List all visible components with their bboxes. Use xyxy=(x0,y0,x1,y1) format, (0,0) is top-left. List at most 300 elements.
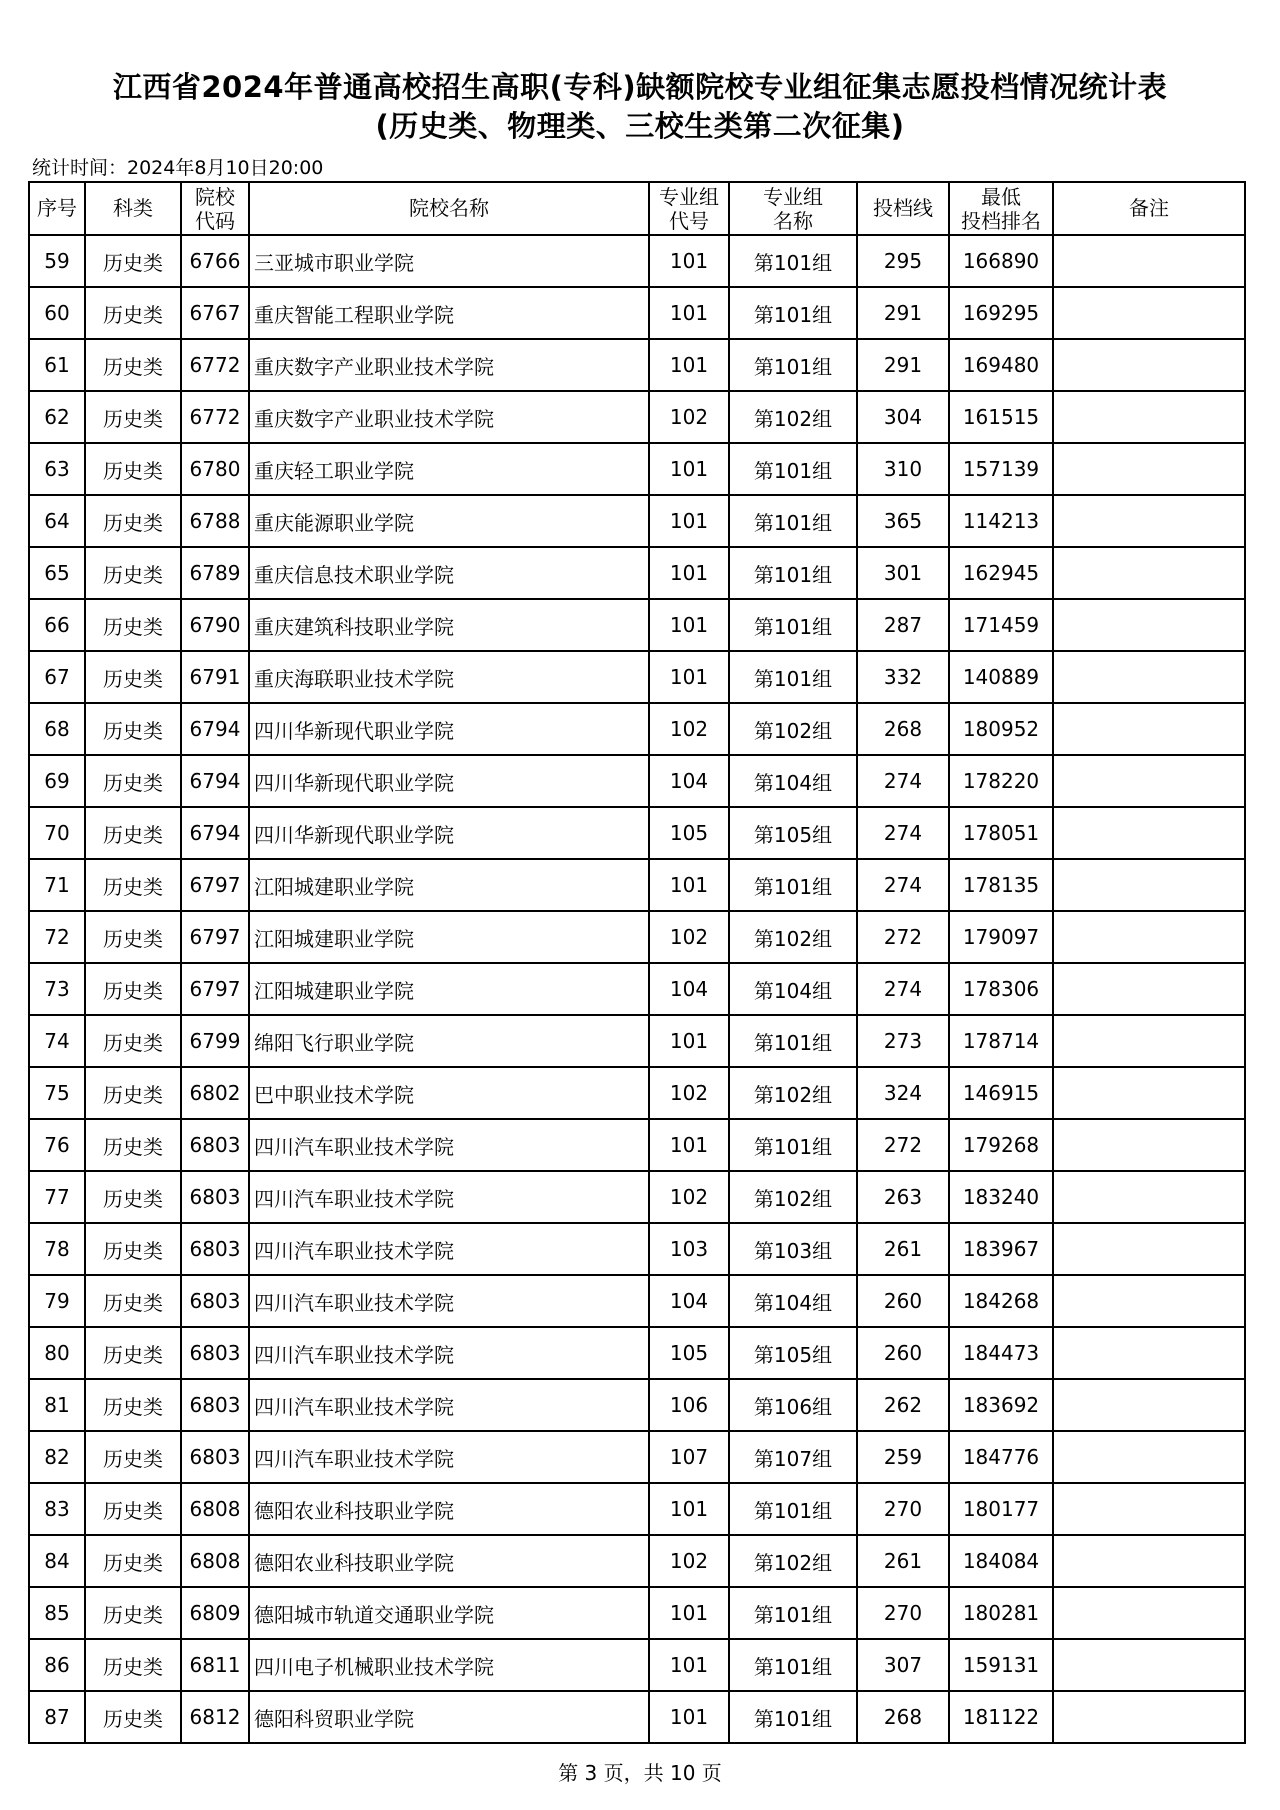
cell-group-code: 101 xyxy=(649,1587,729,1639)
cell-group-name: 第101组 xyxy=(729,235,857,287)
header-group-name-line1: 专业组 xyxy=(763,184,823,209)
cell-remark xyxy=(1053,651,1245,703)
cell-remark xyxy=(1053,1275,1245,1327)
table-row xyxy=(29,1223,1245,1275)
cell-score: 272 xyxy=(857,1119,949,1171)
cell-school-name: 德阳科贸职业学院 xyxy=(249,1691,649,1743)
cell-school-code: 6788 xyxy=(181,495,249,547)
cell-seq: 67 xyxy=(29,651,85,703)
header-remark: 备注 xyxy=(1053,182,1245,235)
cell-remark xyxy=(1053,235,1245,287)
cell-school-code: 6803 xyxy=(181,1171,249,1223)
cell-group-name: 第102组 xyxy=(729,1171,857,1223)
cell-category: 历史类 xyxy=(85,1067,181,1119)
cell-score: 272 xyxy=(857,911,949,963)
cell-seq: 87 xyxy=(29,1691,85,1743)
table-row xyxy=(29,287,1245,339)
header-school-code xyxy=(181,182,249,235)
cell-remark xyxy=(1053,1483,1245,1535)
cell-score: 273 xyxy=(857,1015,949,1067)
cell-group-code: 101 xyxy=(649,1483,729,1535)
cell-school-code: 6772 xyxy=(181,391,249,443)
cell-category: 历史类 xyxy=(85,547,181,599)
table-row xyxy=(29,1119,1245,1171)
cell-seq: 65 xyxy=(29,547,85,599)
table-row xyxy=(29,235,1245,287)
cell-school-name: 三亚城市职业学院 xyxy=(249,235,649,287)
cell-group-code: 101 xyxy=(649,1119,729,1171)
cell-group-code: 105 xyxy=(649,1327,729,1379)
cell-score: 260 xyxy=(857,1275,949,1327)
cell-school-code: 6808 xyxy=(181,1535,249,1587)
cell-score: 295 xyxy=(857,235,949,287)
cell-group-code: 101 xyxy=(649,599,729,651)
header-min-rank-line1: 最低 xyxy=(981,184,1021,209)
table-row xyxy=(29,1171,1245,1223)
cell-category: 历史类 xyxy=(85,1327,181,1379)
cell-school-name: 德阳城市轨道交通职业学院 xyxy=(249,1587,649,1639)
cell-min-rank: 184473 xyxy=(949,1327,1053,1379)
cell-category: 历史类 xyxy=(85,339,181,391)
cell-remark xyxy=(1053,1691,1245,1743)
cell-score: 291 xyxy=(857,339,949,391)
cell-school-name: 四川汽车职业技术学院 xyxy=(249,1327,649,1379)
cell-category: 历史类 xyxy=(85,963,181,1015)
cell-min-rank: 178220 xyxy=(949,755,1053,807)
cell-group-code: 104 xyxy=(649,1275,729,1327)
cell-school-code: 6799 xyxy=(181,1015,249,1067)
cell-group-code: 101 xyxy=(649,859,729,911)
cell-school-code: 6803 xyxy=(181,1379,249,1431)
cell-group-name: 第101组 xyxy=(729,1483,857,1535)
cell-seq: 81 xyxy=(29,1379,85,1431)
cell-school-code: 6767 xyxy=(181,287,249,339)
cell-category: 历史类 xyxy=(85,1483,181,1535)
cell-group-name: 第102组 xyxy=(729,911,857,963)
cell-seq: 84 xyxy=(29,1535,85,1587)
cell-score: 304 xyxy=(857,391,949,443)
header-score: 投档线 xyxy=(857,182,949,235)
cell-remark xyxy=(1053,807,1245,859)
cell-seq: 64 xyxy=(29,495,85,547)
cell-school-name: 德阳农业科技职业学院 xyxy=(249,1483,649,1535)
cell-seq: 74 xyxy=(29,1015,85,1067)
cell-seq: 78 xyxy=(29,1223,85,1275)
cell-group-code: 101 xyxy=(649,339,729,391)
cell-seq: 69 xyxy=(29,755,85,807)
table-row xyxy=(29,1379,1245,1431)
cell-school-name: 绵阳飞行职业学院 xyxy=(249,1015,649,1067)
table-body xyxy=(29,235,1245,1743)
cell-category: 历史类 xyxy=(85,443,181,495)
cell-remark xyxy=(1053,963,1245,1015)
cell-score: 261 xyxy=(857,1223,949,1275)
cell-min-rank: 162945 xyxy=(949,547,1053,599)
cell-remark xyxy=(1053,443,1245,495)
cell-seq: 62 xyxy=(29,391,85,443)
cell-remark xyxy=(1053,1379,1245,1431)
cell-remark xyxy=(1053,1535,1245,1587)
cell-school-name: 四川华新现代职业学院 xyxy=(249,703,649,755)
cell-school-name: 江阳城建职业学院 xyxy=(249,859,649,911)
cell-school-name: 重庆海联职业技术学院 xyxy=(249,651,649,703)
cell-remark xyxy=(1053,339,1245,391)
cell-min-rank: 159131 xyxy=(949,1639,1053,1691)
cell-seq: 59 xyxy=(29,235,85,287)
cell-school-code: 6794 xyxy=(181,703,249,755)
cell-group-name: 第106组 xyxy=(729,1379,857,1431)
cell-remark xyxy=(1053,1119,1245,1171)
cell-group-name: 第103组 xyxy=(729,1223,857,1275)
cell-group-code: 101 xyxy=(649,235,729,287)
table-row xyxy=(29,911,1245,963)
header-min-rank-line2: 投档排名 xyxy=(961,208,1041,233)
cell-school-code: 6772 xyxy=(181,339,249,391)
table-row xyxy=(29,443,1245,495)
cell-category: 历史类 xyxy=(85,391,181,443)
cell-group-code: 102 xyxy=(649,703,729,755)
cell-min-rank: 184776 xyxy=(949,1431,1053,1483)
cell-group-code: 106 xyxy=(649,1379,729,1431)
cell-school-code: 6808 xyxy=(181,1483,249,1535)
cell-category: 历史类 xyxy=(85,235,181,287)
cell-group-name: 第104组 xyxy=(729,755,857,807)
cell-group-name: 第101组 xyxy=(729,599,857,651)
cell-group-code: 105 xyxy=(649,807,729,859)
header-group-code-line2: 代号 xyxy=(669,208,709,233)
cell-group-code: 101 xyxy=(649,1639,729,1691)
cell-score: 324 xyxy=(857,1067,949,1119)
cell-group-code: 102 xyxy=(649,1535,729,1587)
cell-group-code: 102 xyxy=(649,1067,729,1119)
cell-school-name: 重庆能源职业学院 xyxy=(249,495,649,547)
cell-group-name: 第101组 xyxy=(729,287,857,339)
cell-min-rank: 146915 xyxy=(949,1067,1053,1119)
cell-school-code: 6803 xyxy=(181,1431,249,1483)
cell-group-name: 第102组 xyxy=(729,703,857,755)
cell-category: 历史类 xyxy=(85,651,181,703)
cell-school-name: 重庆建筑科技职业学院 xyxy=(249,599,649,651)
cell-seq: 83 xyxy=(29,1483,85,1535)
cell-min-rank: 169480 xyxy=(949,339,1053,391)
cell-score: 291 xyxy=(857,287,949,339)
cell-school-code: 6794 xyxy=(181,755,249,807)
cell-score: 270 xyxy=(857,1483,949,1535)
cell-seq: 63 xyxy=(29,443,85,495)
cell-score: 365 xyxy=(857,495,949,547)
cell-group-code: 102 xyxy=(649,391,729,443)
cell-group-name: 第104组 xyxy=(729,963,857,1015)
cell-school-name: 重庆信息技术职业学院 xyxy=(249,547,649,599)
table-header-row xyxy=(29,182,1245,235)
cell-category: 历史类 xyxy=(85,859,181,911)
header-group-code-line1: 专业组 xyxy=(659,184,719,209)
cell-school-name: 四川汽车职业技术学院 xyxy=(249,1223,649,1275)
cell-min-rank: 183692 xyxy=(949,1379,1053,1431)
cell-group-name: 第105组 xyxy=(729,1327,857,1379)
table-row xyxy=(29,963,1245,1015)
cell-seq: 68 xyxy=(29,703,85,755)
cell-min-rank: 178714 xyxy=(949,1015,1053,1067)
header-group-code xyxy=(649,182,729,235)
cell-category: 历史类 xyxy=(85,1275,181,1327)
cell-group-name: 第102组 xyxy=(729,391,857,443)
cell-school-code: 6803 xyxy=(181,1275,249,1327)
cell-seq: 70 xyxy=(29,807,85,859)
cell-score: 332 xyxy=(857,651,949,703)
cell-score: 261 xyxy=(857,1535,949,1587)
cell-group-name: 第102组 xyxy=(729,1535,857,1587)
cell-school-code: 6780 xyxy=(181,443,249,495)
cell-school-code: 6766 xyxy=(181,235,249,287)
cell-seq: 76 xyxy=(29,1119,85,1171)
cell-min-rank: 178135 xyxy=(949,859,1053,911)
cell-school-name: 四川汽车职业技术学院 xyxy=(249,1379,649,1431)
cell-group-name: 第102组 xyxy=(729,1067,857,1119)
cell-category: 历史类 xyxy=(85,1431,181,1483)
cell-group-name: 第104组 xyxy=(729,1275,857,1327)
cell-score: 259 xyxy=(857,1431,949,1483)
stat-time: 统计时间：2024年8月10日20:00 xyxy=(32,157,324,179)
table-row xyxy=(29,1015,1245,1067)
cell-group-name: 第101组 xyxy=(729,547,857,599)
cell-group-code: 101 xyxy=(649,495,729,547)
cell-remark xyxy=(1053,703,1245,755)
cell-group-name: 第101组 xyxy=(729,651,857,703)
cell-school-name: 江阳城建职业学院 xyxy=(249,963,649,1015)
cell-school-name: 巴中职业技术学院 xyxy=(249,1067,649,1119)
table-row xyxy=(29,599,1245,651)
cell-category: 历史类 xyxy=(85,807,181,859)
header-category: 科类 xyxy=(85,182,181,235)
cell-group-name: 第101组 xyxy=(729,339,857,391)
cell-remark xyxy=(1053,547,1245,599)
cell-score: 274 xyxy=(857,755,949,807)
cell-school-code: 6797 xyxy=(181,963,249,1015)
cell-score: 310 xyxy=(857,443,949,495)
cell-group-name: 第101组 xyxy=(729,1587,857,1639)
cell-group-name: 第101组 xyxy=(729,1639,857,1691)
cell-seq: 73 xyxy=(29,963,85,1015)
table-row xyxy=(29,1275,1245,1327)
cell-school-name: 四川汽车职业技术学院 xyxy=(249,1431,649,1483)
header-school-code-line1: 院校 xyxy=(195,184,235,209)
cell-school-code: 6794 xyxy=(181,807,249,859)
table-row xyxy=(29,1691,1245,1743)
cell-min-rank: 169295 xyxy=(949,287,1053,339)
table-row xyxy=(29,391,1245,443)
cell-group-code: 101 xyxy=(649,287,729,339)
header-school-code-line2: 代码 xyxy=(195,208,235,233)
cell-group-name: 第101组 xyxy=(729,1691,857,1743)
cell-min-rank: 178306 xyxy=(949,963,1053,1015)
cell-min-rank: 157139 xyxy=(949,443,1053,495)
cell-min-rank: 178051 xyxy=(949,807,1053,859)
cell-category: 历史类 xyxy=(85,1119,181,1171)
cell-group-code: 104 xyxy=(649,755,729,807)
cell-category: 历史类 xyxy=(85,1171,181,1223)
cell-remark xyxy=(1053,755,1245,807)
cell-group-code: 102 xyxy=(649,1171,729,1223)
cell-min-rank: 183240 xyxy=(949,1171,1053,1223)
cell-category: 历史类 xyxy=(85,495,181,547)
cell-score: 263 xyxy=(857,1171,949,1223)
cell-min-rank: 140889 xyxy=(949,651,1053,703)
page-subtitle: (历史类、物理类、三校生类第二次征集) xyxy=(375,109,905,143)
cell-score: 274 xyxy=(857,963,949,1015)
cell-group-code: 101 xyxy=(649,443,729,495)
cell-school-code: 6809 xyxy=(181,1587,249,1639)
cell-min-rank: 114213 xyxy=(949,495,1053,547)
cell-category: 历史类 xyxy=(85,911,181,963)
cell-seq: 66 xyxy=(29,599,85,651)
table-row xyxy=(29,1327,1245,1379)
cell-seq: 72 xyxy=(29,911,85,963)
cell-group-name: 第101组 xyxy=(729,859,857,911)
cell-remark xyxy=(1053,1639,1245,1691)
cell-remark xyxy=(1053,911,1245,963)
cell-group-code: 103 xyxy=(649,1223,729,1275)
cell-school-code: 6791 xyxy=(181,651,249,703)
cell-school-name: 四川汽车职业技术学院 xyxy=(249,1275,649,1327)
table-row xyxy=(29,1483,1245,1535)
cell-school-name: 四川华新现代职业学院 xyxy=(249,807,649,859)
cell-min-rank: 179268 xyxy=(949,1119,1053,1171)
cell-category: 历史类 xyxy=(85,287,181,339)
cell-min-rank: 179097 xyxy=(949,911,1053,963)
cell-group-name: 第107组 xyxy=(729,1431,857,1483)
cell-group-code: 101 xyxy=(649,547,729,599)
cell-seq: 75 xyxy=(29,1067,85,1119)
cell-school-code: 6797 xyxy=(181,911,249,963)
table-row xyxy=(29,651,1245,703)
cell-group-code: 101 xyxy=(649,1691,729,1743)
cell-remark xyxy=(1053,1067,1245,1119)
table-row xyxy=(29,339,1245,391)
cell-score: 274 xyxy=(857,859,949,911)
cell-min-rank: 184268 xyxy=(949,1275,1053,1327)
cell-school-code: 6790 xyxy=(181,599,249,651)
cell-category: 历史类 xyxy=(85,1223,181,1275)
cell-seq: 86 xyxy=(29,1639,85,1691)
cell-school-name: 重庆数字产业职业技术学院 xyxy=(249,391,649,443)
cell-remark xyxy=(1053,1327,1245,1379)
cell-remark xyxy=(1053,1171,1245,1223)
cell-group-name: 第101组 xyxy=(729,495,857,547)
cell-score: 262 xyxy=(857,1379,949,1431)
cell-school-code: 6803 xyxy=(181,1327,249,1379)
table-row xyxy=(29,807,1245,859)
cell-score: 307 xyxy=(857,1639,949,1691)
cell-school-code: 6812 xyxy=(181,1691,249,1743)
cell-remark xyxy=(1053,1587,1245,1639)
cell-min-rank: 180952 xyxy=(949,703,1053,755)
cell-school-code: 6797 xyxy=(181,859,249,911)
cell-remark xyxy=(1053,1223,1245,1275)
cell-score: 287 xyxy=(857,599,949,651)
cell-group-code: 107 xyxy=(649,1431,729,1483)
table-row xyxy=(29,1639,1245,1691)
cell-group-name: 第101组 xyxy=(729,1015,857,1067)
cell-group-code: 104 xyxy=(649,963,729,1015)
cell-group-name: 第101组 xyxy=(729,443,857,495)
cell-category: 历史类 xyxy=(85,1535,181,1587)
cell-min-rank: 181122 xyxy=(949,1691,1053,1743)
cell-category: 历史类 xyxy=(85,1639,181,1691)
cell-score: 270 xyxy=(857,1587,949,1639)
cell-school-name: 重庆智能工程职业学院 xyxy=(249,287,649,339)
cell-category: 历史类 xyxy=(85,1379,181,1431)
cell-score: 268 xyxy=(857,703,949,755)
cell-group-name: 第101组 xyxy=(729,1119,857,1171)
cell-category: 历史类 xyxy=(85,755,181,807)
cell-school-name: 江阳城建职业学院 xyxy=(249,911,649,963)
cell-school-code: 6802 xyxy=(181,1067,249,1119)
cell-group-name: 第105组 xyxy=(729,807,857,859)
cell-min-rank: 180281 xyxy=(949,1587,1053,1639)
header-group-name-line2: 名称 xyxy=(773,208,813,233)
cell-school-name: 重庆数字产业职业技术学院 xyxy=(249,339,649,391)
admission-table xyxy=(28,181,1246,1744)
table-row xyxy=(29,1535,1245,1587)
cell-seq: 71 xyxy=(29,859,85,911)
cell-remark xyxy=(1053,599,1245,651)
cell-category: 历史类 xyxy=(85,1587,181,1639)
cell-school-name: 四川电子机械职业技术学院 xyxy=(249,1639,649,1691)
cell-seq: 77 xyxy=(29,1171,85,1223)
table-row xyxy=(29,859,1245,911)
cell-school-code: 6811 xyxy=(181,1639,249,1691)
cell-min-rank: 166890 xyxy=(949,235,1053,287)
header-seq: 序号 xyxy=(29,182,85,235)
cell-min-rank: 161515 xyxy=(949,391,1053,443)
cell-seq: 79 xyxy=(29,1275,85,1327)
cell-remark xyxy=(1053,287,1245,339)
cell-group-code: 101 xyxy=(649,651,729,703)
table-row xyxy=(29,1431,1245,1483)
cell-remark xyxy=(1053,495,1245,547)
cell-remark xyxy=(1053,1431,1245,1483)
table-row xyxy=(29,1067,1245,1119)
cell-group-code: 102 xyxy=(649,911,729,963)
cell-category: 历史类 xyxy=(85,703,181,755)
table-row xyxy=(29,1587,1245,1639)
cell-remark xyxy=(1053,859,1245,911)
cell-category: 历史类 xyxy=(85,1015,181,1067)
header-min-rank xyxy=(949,182,1053,235)
cell-score: 260 xyxy=(857,1327,949,1379)
table-row xyxy=(29,755,1245,807)
cell-category: 历史类 xyxy=(85,1691,181,1743)
cell-school-name: 四川汽车职业技术学院 xyxy=(249,1119,649,1171)
cell-remark xyxy=(1053,1015,1245,1067)
cell-score: 274 xyxy=(857,807,949,859)
header-group-name xyxy=(729,182,857,235)
page-footer: 第 3 页，共 10 页 xyxy=(558,1761,722,1785)
cell-school-name: 四川华新现代职业学院 xyxy=(249,755,649,807)
table-row xyxy=(29,547,1245,599)
cell-school-code: 6803 xyxy=(181,1223,249,1275)
cell-min-rank: 183967 xyxy=(949,1223,1053,1275)
cell-category: 历史类 xyxy=(85,599,181,651)
cell-school-code: 6803 xyxy=(181,1119,249,1171)
cell-school-name: 重庆轻工职业学院 xyxy=(249,443,649,495)
cell-score: 301 xyxy=(857,547,949,599)
cell-seq: 61 xyxy=(29,339,85,391)
table-row xyxy=(29,495,1245,547)
cell-score: 268 xyxy=(857,1691,949,1743)
cell-seq: 80 xyxy=(29,1327,85,1379)
